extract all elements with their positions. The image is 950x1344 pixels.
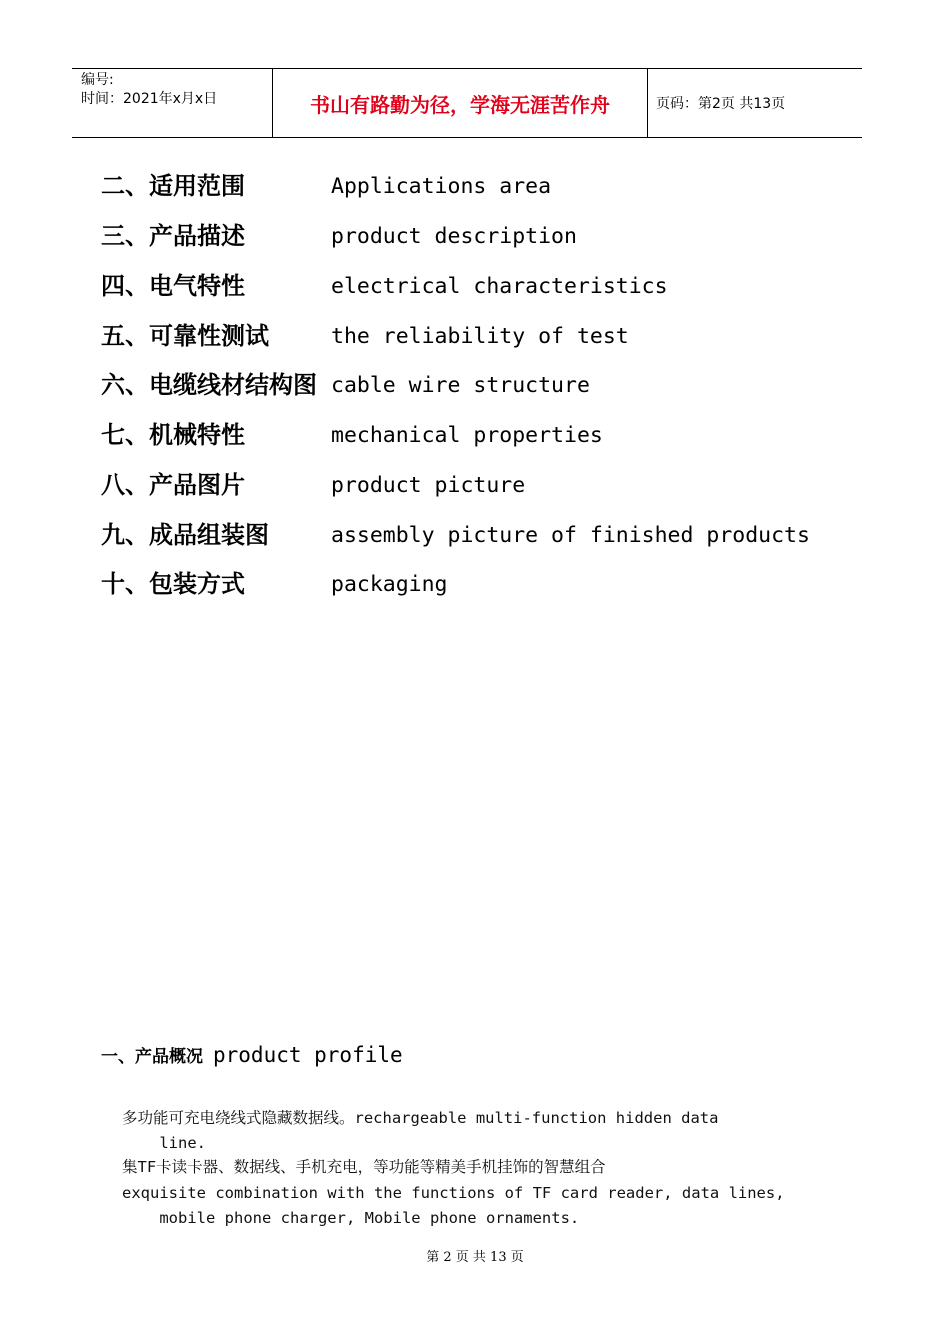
toc-item-cn: 二、适用范围 bbox=[101, 172, 245, 200]
toc-item-en: product picture bbox=[331, 473, 526, 498]
toc-item-cn: 八、产品图片 bbox=[101, 471, 245, 499]
header-motto-cell bbox=[272, 69, 648, 137]
document-number-label: 编号: bbox=[81, 72, 114, 88]
toc-item-en: cable wire structure bbox=[331, 373, 590, 398]
paragraph-line: 多功能可充电绕线式隐藏数据线。rechargeable multi-function hidden data bbox=[122, 1109, 719, 1127]
toc-item-cn: 六、电缆线材结构图 bbox=[101, 371, 317, 399]
toc-item-en: assembly picture of finished products bbox=[331, 523, 810, 548]
header-page-code: 页码：第2页 共13页 bbox=[656, 96, 786, 112]
page-header bbox=[72, 68, 862, 138]
toc-item-cn: 九、成品组装图 bbox=[101, 521, 269, 549]
toc-item-en: the reliability of test bbox=[331, 324, 629, 349]
section-heading-cn: 一、产品概况 bbox=[101, 1047, 203, 1067]
header-page-cell bbox=[648, 69, 862, 137]
toc-item-cn: 七、机械特性 bbox=[101, 421, 245, 449]
toc-item-cn: 五、可靠性测试 bbox=[101, 322, 269, 350]
toc-item-en: packaging bbox=[331, 572, 448, 597]
toc-item-en: product description bbox=[331, 224, 577, 249]
paragraph-line: mobile phone charger, Mobile phone ornaments. bbox=[122, 1209, 580, 1227]
section-heading-en: product profile bbox=[213, 1043, 403, 1067]
toc-item-cn: 十、包装方式 bbox=[101, 570, 245, 598]
header-meta bbox=[72, 69, 272, 137]
paragraph-line: 集TF卡读卡器、数据线、手机充电，等功能等精美手机挂饰的智慧组合 bbox=[122, 1158, 606, 1176]
header-motto: 书山有路勤为径，学海无涯苦作舟 bbox=[310, 92, 610, 117]
toc-item-en: electrical characteristics bbox=[331, 274, 668, 299]
toc-item-cn: 三、产品描述 bbox=[101, 222, 245, 250]
toc-item-cn: 四、电气特性 bbox=[101, 272, 245, 300]
paragraph-line: line. bbox=[122, 1134, 206, 1152]
document-date: 时间：2021年x月x日 bbox=[81, 91, 218, 107]
paragraph-line: exquisite combination with the functions of TF card reader, data lines, bbox=[122, 1184, 785, 1202]
page-footer: 第 2 页 共 13 页 bbox=[426, 1250, 524, 1265]
section-heading bbox=[101, 1042, 403, 1067]
toc-item-en: Applications area bbox=[331, 174, 552, 199]
toc-item-en: mechanical properties bbox=[331, 423, 603, 448]
